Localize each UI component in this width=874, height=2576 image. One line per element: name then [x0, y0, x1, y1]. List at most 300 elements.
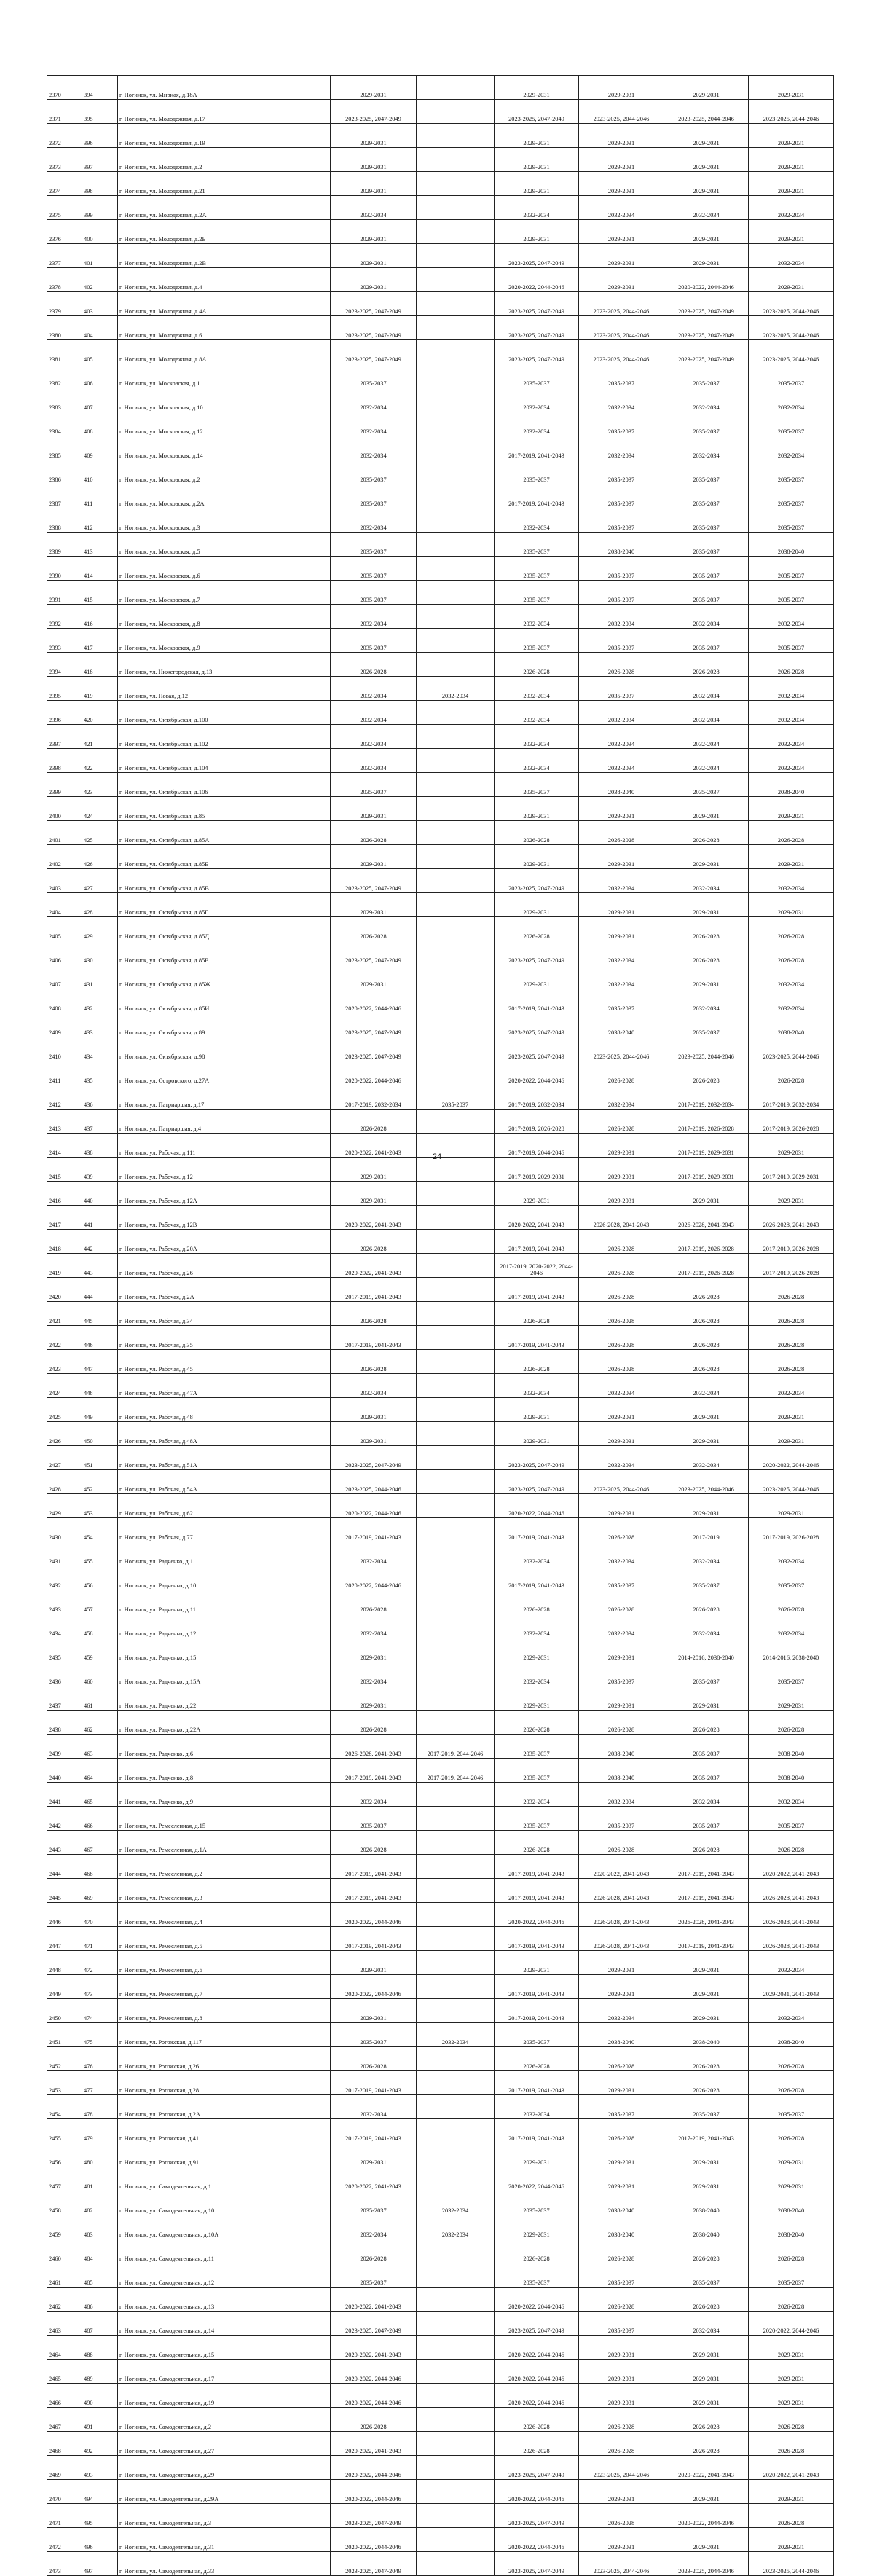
address-cell: г. Ногинск, ул. Самодеятельная, д.33: [118, 2552, 331, 2576]
table-row: [47, 1927, 834, 1951]
address-cell: г. Ногинск, ул. Октябрьская, д.85: [118, 797, 331, 821]
period-cell-4: 2035-2037: [579, 1662, 664, 1686]
period-cell-2: [417, 845, 495, 869]
address-cell: г. Ногинск, ул. Самодеятельная, д.2: [118, 2408, 331, 2432]
item-number-cell: 423: [82, 773, 118, 797]
item-number-cell: 434: [82, 1037, 118, 1061]
table-row: [47, 460, 834, 484]
period-cell-3: 2035-2037: [495, 1759, 579, 1783]
address-cell: г. Ногинск, ул. Рабочая, д.34: [118, 1302, 331, 1326]
period-cell-5: 2029-2031: [664, 1999, 749, 2023]
period-cell-1: 2035-2037: [331, 2191, 417, 2215]
period-cell-4: 2035-2037: [579, 2095, 664, 2119]
item-number-cell: 436: [82, 1085, 118, 1110]
address-cell: г. Ногинск, ул. Октябрьская, д.85А: [118, 821, 331, 845]
period-cell-1: 2017-2019, 2041-2043: [331, 1326, 417, 1350]
period-cell-1: 2032-2034: [331, 677, 417, 701]
period-cell-2: [417, 2552, 495, 2576]
period-cell-6: 2026-2028: [749, 917, 834, 941]
period-cell-1: 2029-2031: [331, 124, 417, 148]
period-cell-1: 2023-2025, 2047-2049: [331, 2312, 417, 2336]
item-number-cell: 442: [82, 1230, 118, 1254]
period-cell-3: 2029-2031: [495, 893, 579, 917]
period-cell-2: 2032-2034: [417, 2191, 495, 2215]
period-cell-5: 2017-2019, 2026-2028: [664, 1254, 749, 1278]
period-cell-6: 2026-2028: [749, 821, 834, 845]
period-cell-6: 2014-2016, 2038-2040: [749, 1638, 834, 1662]
address-cell: г. Ногинск, ул. Рабочая, д.12В: [118, 1206, 331, 1230]
period-cell-6: 2029-2031: [749, 2167, 834, 2191]
period-cell-4: 2029-2031: [579, 1182, 664, 1206]
period-cell-3: 2023-2025, 2047-2049: [495, 2552, 579, 2576]
period-cell-3: 2026-2028: [495, 2047, 579, 2071]
table-row: [47, 581, 834, 605]
row-index-cell: 2466: [47, 2384, 82, 2408]
period-cell-5: 2029-2031: [664, 1975, 749, 1999]
period-cell-6: 2029-2031: [749, 1686, 834, 1711]
period-cell-5: 2023-2025, 2047-2049: [664, 292, 749, 316]
address-cell: г. Ногинск, ул. Молодежная, д.4А: [118, 292, 331, 316]
item-number-cell: 460: [82, 1662, 118, 1686]
period-cell-4: 2029-2031: [579, 2384, 664, 2408]
period-cell-2: [417, 1807, 495, 1831]
period-cell-5: 2029-2031: [664, 172, 749, 196]
period-cell-1: 2020-2022, 2044-2046: [331, 2360, 417, 2384]
item-number-cell: 416: [82, 605, 118, 629]
period-cell-1: 2029-2031: [331, 268, 417, 292]
period-cell-3: 2035-2037: [495, 2191, 579, 2215]
period-cell-6: 2029-2031: [749, 797, 834, 821]
period-cell-2: [417, 2480, 495, 2504]
row-index-cell: 2455: [47, 2119, 82, 2143]
period-cell-5: 2029-2031: [664, 1686, 749, 1711]
row-index-cell: 2456: [47, 2143, 82, 2167]
period-cell-1: 2026-2028: [331, 2047, 417, 2071]
row-index-cell: 2413: [47, 1110, 82, 1134]
period-cell-2: [417, 1614, 495, 1638]
period-cell-4: 2038-2040: [579, 1759, 664, 1783]
address-cell: г. Ногинск, ул. Самодеятельная, д.10: [118, 2191, 331, 2215]
period-cell-5: 2035-2037: [664, 484, 749, 508]
period-cell-5: 2026-2028: [664, 941, 749, 965]
period-cell-5: 2029-2031: [664, 2143, 749, 2167]
period-cell-2: [417, 773, 495, 797]
period-cell-4: 2026-2028: [579, 1254, 664, 1278]
period-cell-4: 2023-2025, 2044-2046: [579, 316, 664, 340]
period-cell-6: 2026-2028: [749, 1711, 834, 1735]
period-cell-4: 2029-2031: [579, 2071, 664, 2095]
row-index-cell: 2407: [47, 965, 82, 989]
period-cell-4: 2035-2037: [579, 412, 664, 436]
period-cell-5: 2035-2037: [664, 1013, 749, 1037]
period-cell-5: 2035-2037: [664, 629, 749, 653]
table-row: [47, 1951, 834, 1975]
period-cell-4: 2032-2034: [579, 749, 664, 773]
address-cell: г. Ногинск, ул. Нижегородская, д.13: [118, 653, 331, 677]
period-cell-6: 2029-2031: [749, 845, 834, 869]
period-cell-3: 2023-2025, 2047-2049: [495, 1013, 579, 1037]
row-index-cell: 2386: [47, 460, 82, 484]
period-cell-4: 2035-2037: [579, 460, 664, 484]
period-cell-1: 2029-2031: [331, 244, 417, 268]
period-cell-3: 2020-2022, 2044-2046: [495, 2480, 579, 2504]
period-cell-6: 2032-2034: [749, 749, 834, 773]
period-cell-2: [417, 1302, 495, 1326]
address-cell: г. Ногинск, ул. Рогожская, д.28: [118, 2071, 331, 2095]
period-cell-6: 2038-2040: [749, 2023, 834, 2047]
row-index-cell: 2437: [47, 1686, 82, 1711]
table-row: [47, 653, 834, 677]
address-cell: г. Ногинск, ул. Ремесленная, д.5: [118, 1927, 331, 1951]
period-cell-3: 2017-2019, 2041-2043: [495, 2119, 579, 2143]
period-cell-4: 2032-2034: [579, 388, 664, 412]
period-cell-5: 2038-2040: [664, 2191, 749, 2215]
address-cell: г. Ногинск, ул. Рогожская, д.41: [118, 2119, 331, 2143]
table-row: [47, 364, 834, 388]
period-cell-6: 2017-2019, 2026-2028: [749, 1254, 834, 1278]
period-cell-5: 2017-2019, 2041-2043: [664, 1879, 749, 1903]
period-cell-3: 2017-2019, 2041-2043: [495, 1230, 579, 1254]
period-cell-4: 2035-2037: [579, 2263, 664, 2288]
period-cell-3: 2023-2025, 2047-2049: [495, 2312, 579, 2336]
period-cell-1: 2032-2034: [331, 1374, 417, 1398]
period-cell-1: 2032-2034: [331, 725, 417, 749]
period-cell-1: 2032-2034: [331, 508, 417, 533]
period-cell-3: 2032-2034: [495, 677, 579, 701]
period-cell-3: 2029-2031: [495, 148, 579, 172]
period-cell-4: 2029-2031: [579, 845, 664, 869]
period-cell-6: 2038-2040: [749, 1735, 834, 1759]
item-number-cell: 450: [82, 1422, 118, 1446]
item-number-cell: 424: [82, 797, 118, 821]
period-cell-4: 2026-2028, 2041-2043: [579, 1206, 664, 1230]
period-cell-3: 2020-2022, 2044-2046: [495, 2167, 579, 2191]
period-cell-4: 2032-2034: [579, 1446, 664, 1470]
item-number-cell: 398: [82, 172, 118, 196]
period-cell-4: 2029-2031: [579, 2480, 664, 2504]
period-cell-1: 2023-2025, 2047-2049: [331, 292, 417, 316]
item-number-cell: 427: [82, 869, 118, 893]
period-cell-2: 2032-2034: [417, 2023, 495, 2047]
period-cell-3: 2035-2037: [495, 364, 579, 388]
row-index-cell: 2375: [47, 196, 82, 220]
row-index-cell: 2397: [47, 725, 82, 749]
period-cell-2: [417, 605, 495, 629]
address-cell: г. Ногинск, ул. Рогожская, д.117: [118, 2023, 331, 2047]
item-number-cell: 456: [82, 1566, 118, 1590]
item-number-cell: 462: [82, 1711, 118, 1735]
period-cell-4: 2026-2028: [579, 653, 664, 677]
row-index-cell: 2405: [47, 917, 82, 941]
row-index-cell: 2412: [47, 1085, 82, 1110]
period-cell-5: 2017-2019, 2026-2028: [664, 1230, 749, 1254]
item-number-cell: 464: [82, 1759, 118, 1783]
row-index-cell: 2472: [47, 2528, 82, 2552]
row-index-cell: 2392: [47, 605, 82, 629]
item-number-cell: 409: [82, 436, 118, 460]
item-number-cell: 449: [82, 1398, 118, 1422]
table-row: [47, 773, 834, 797]
period-cell-6: 2020-2022, 2044-2046: [749, 2312, 834, 2336]
period-cell-5: 2029-2031: [664, 2336, 749, 2360]
item-number-cell: 493: [82, 2456, 118, 2480]
period-cell-1: 2017-2019, 2041-2043: [331, 1879, 417, 1903]
period-cell-6: 2032-2034: [749, 1542, 834, 1566]
table-row: [47, 941, 834, 965]
period-cell-4: 2026-2028: [579, 1110, 664, 1134]
period-cell-5: 2035-2037: [664, 557, 749, 581]
row-index-cell: 2403: [47, 869, 82, 893]
period-cell-6: 2026-2028: [749, 1278, 834, 1302]
table-row: [47, 965, 834, 989]
address-cell: г. Ногинск, ул. Рабочая, д.26: [118, 1254, 331, 1278]
item-number-cell: 394: [82, 76, 118, 100]
period-cell-4: 2038-2040: [579, 533, 664, 557]
period-cell-2: [417, 460, 495, 484]
period-cell-3: 2020-2022, 2044-2046: [495, 1903, 579, 1927]
period-cell-2: [417, 1350, 495, 1374]
address-cell: г. Ногинск, ул. Самодеятельная, д.27: [118, 2432, 331, 2456]
period-cell-5: 2029-2031: [664, 1951, 749, 1975]
period-cell-3: 2017-2019, 2041-2043: [495, 1855, 579, 1879]
period-cell-4: 2029-2031: [579, 1134, 664, 1158]
period-cell-5: 2017-2019, 2041-2043: [664, 2119, 749, 2143]
period-cell-6: 2029-2031: [749, 268, 834, 292]
period-cell-2: [417, 1518, 495, 1542]
item-number-cell: 496: [82, 2528, 118, 2552]
period-cell-1: 2020-2022, 2044-2046: [331, 989, 417, 1013]
address-cell: г. Ногинск, ул. Московская, д.5: [118, 533, 331, 557]
period-cell-3: 2020-2022, 2044-2046: [495, 2360, 579, 2384]
period-cell-6: 2029-2031: [749, 893, 834, 917]
period-cell-4: 2026-2028, 2041-2043: [579, 1879, 664, 1903]
period-cell-3: 2035-2037: [495, 1735, 579, 1759]
item-number-cell: 478: [82, 2095, 118, 2119]
item-number-cell: 472: [82, 1951, 118, 1975]
period-cell-3: 2020-2022, 2044-2046: [495, 268, 579, 292]
address-cell: г. Ногинск, ул. Радченко, д.15А: [118, 1662, 331, 1686]
address-cell: г. Ногинск, ул. Патриаршая, д.4: [118, 1110, 331, 1134]
period-cell-4: 2035-2037: [579, 1566, 664, 1590]
period-cell-1: 2026-2028: [331, 1831, 417, 1855]
period-cell-5: 2029-2031: [664, 220, 749, 244]
period-cell-1: 2020-2022, 2044-2046: [331, 1494, 417, 1518]
period-cell-4: 2026-2028: [579, 821, 664, 845]
period-cell-5: 2023-2025, 2044-2046: [664, 1037, 749, 1061]
period-cell-4: 2026-2028: [579, 1302, 664, 1326]
period-cell-5: 2032-2034: [664, 2312, 749, 2336]
period-cell-2: [417, 941, 495, 965]
table-row: [47, 629, 834, 653]
period-cell-1: 2023-2025, 2047-2049: [331, 1013, 417, 1037]
period-cell-4: 2029-2031: [579, 1422, 664, 1446]
period-cell-5: 2017-2019, 2032-2034: [664, 1085, 749, 1110]
address-cell: г. Ногинск, ул. Московская, д.10: [118, 388, 331, 412]
period-cell-6: 2023-2025, 2044-2046: [749, 100, 834, 124]
period-cell-5: 2035-2037: [664, 1807, 749, 1831]
period-cell-4: 2029-2031: [579, 1686, 664, 1711]
table-row: [47, 1711, 834, 1735]
address-cell: г. Ногинск, ул. Рогожская, д.91: [118, 2143, 331, 2167]
row-index-cell: 2425: [47, 1398, 82, 1422]
period-cell-5: 2029-2031: [664, 148, 749, 172]
row-index-cell: 2378: [47, 268, 82, 292]
period-cell-3: 2017-2019, 2041-2043: [495, 2071, 579, 2095]
item-number-cell: 428: [82, 893, 118, 917]
address-cell: г. Ногинск, ул. Октябрьская, д.85Д: [118, 917, 331, 941]
period-cell-1: 2032-2034: [331, 1614, 417, 1638]
period-cell-2: [417, 2288, 495, 2312]
period-cell-6: 2038-2040: [749, 773, 834, 797]
row-index-cell: 2370: [47, 76, 82, 100]
period-cell-6: 2035-2037: [749, 2095, 834, 2119]
period-cell-4: 2029-2031: [579, 76, 664, 100]
item-number-cell: 484: [82, 2239, 118, 2263]
period-cell-3: 2023-2025, 2047-2049: [495, 1470, 579, 1494]
period-cell-4: 2029-2031: [579, 2143, 664, 2167]
table-row: [47, 1614, 834, 1638]
period-cell-6: 2035-2037: [749, 1566, 834, 1590]
period-cell-1: 2029-2031: [331, 1182, 417, 1206]
period-cell-1: 2032-2034: [331, 1783, 417, 1807]
period-cell-1: 2020-2022, 2044-2046: [331, 2384, 417, 2408]
period-cell-4: 2035-2037: [579, 2312, 664, 2336]
period-cell-6: 2035-2037: [749, 364, 834, 388]
table-row: [47, 508, 834, 533]
period-cell-5: 2026-2028: [664, 1831, 749, 1855]
period-cell-5: 2017-2019: [664, 1518, 749, 1542]
period-cell-1: 2029-2031: [331, 893, 417, 917]
period-cell-6: 2026-2028, 2041-2043: [749, 1927, 834, 1951]
item-number-cell: 448: [82, 1374, 118, 1398]
period-cell-2: [417, 1013, 495, 1037]
period-cell-5: 2029-2031: [664, 124, 749, 148]
address-cell: г. Ногинск, ул. Радченко, д.12: [118, 1614, 331, 1638]
period-cell-4: 2029-2031: [579, 220, 664, 244]
period-cell-2: [417, 2384, 495, 2408]
period-cell-5: 2020-2022, 2044-2046: [664, 268, 749, 292]
row-index-cell: 2436: [47, 1662, 82, 1686]
item-number-cell: 488: [82, 2336, 118, 2360]
address-cell: г. Ногинск, ул. Самодеятельная, д.12: [118, 2263, 331, 2288]
table-row: [47, 1422, 834, 1446]
period-cell-2: [417, 989, 495, 1013]
period-cell-3: 2017-2019, 2041-2043: [495, 436, 579, 460]
table-row: [47, 2312, 834, 2336]
address-cell: г. Ногинск, ул. Патриаршая, д.17: [118, 1085, 331, 1110]
period-cell-5: 2029-2031: [664, 2360, 749, 2384]
period-cell-5: 2020-2022, 2044-2046: [664, 2504, 749, 2528]
item-number-cell: 483: [82, 2215, 118, 2239]
address-cell: г. Ногинск, ул. Рабочая, д.77: [118, 1518, 331, 1542]
period-cell-4: 2029-2031: [579, 1158, 664, 1182]
row-index-cell: 2434: [47, 1614, 82, 1638]
table-row: [47, 917, 834, 941]
period-cell-3: 2017-2019, 2041-2043: [495, 1927, 579, 1951]
item-number-cell: 405: [82, 340, 118, 364]
address-cell: г. Ногинск, ул. Молодежная, д.2Б: [118, 220, 331, 244]
address-cell: г. Ногинск, ул. Рабочая, д.62: [118, 1494, 331, 1518]
period-cell-4: 2035-2037: [579, 364, 664, 388]
period-cell-3: 2029-2031: [495, 797, 579, 821]
period-cell-1: 2017-2019, 2041-2043: [331, 2119, 417, 2143]
period-cell-2: [417, 1975, 495, 1999]
period-cell-5: 2032-2034: [664, 1614, 749, 1638]
period-cell-3: 2035-2037: [495, 460, 579, 484]
row-index-cell: 2416: [47, 1182, 82, 1206]
address-cell: г. Ногинск, ул. Радченко, д.8: [118, 1759, 331, 1783]
address-cell: г. Ногинск, ул. Октябрьская, д.100: [118, 701, 331, 725]
row-index-cell: 2382: [47, 364, 82, 388]
period-cell-3: 2026-2028: [495, 1711, 579, 1735]
period-cell-2: [417, 100, 495, 124]
address-cell: г. Ногинск, ул. Рабочая, д.20А: [118, 1230, 331, 1254]
period-cell-6: 2029-2031: [749, 124, 834, 148]
table-row: [47, 2528, 834, 2552]
table-row: [47, 1999, 834, 2023]
address-cell: г. Ногинск, ул. Рогожская, д.26: [118, 2047, 331, 2071]
period-cell-6: 2029-2031: [749, 1494, 834, 1518]
period-cell-3: 2023-2025, 2047-2049: [495, 340, 579, 364]
period-cell-2: [417, 364, 495, 388]
row-index-cell: 2388: [47, 508, 82, 533]
period-cell-5: 2026-2028, 2041-2043: [664, 1206, 749, 1230]
row-index-cell: 2396: [47, 701, 82, 725]
table-row: [47, 2336, 834, 2360]
period-cell-3: 2023-2025, 2047-2049: [495, 244, 579, 268]
period-cell-1: 2026-2028: [331, 1711, 417, 1735]
address-cell: г. Ногинск, ул. Самодеятельная, д.29А: [118, 2480, 331, 2504]
table-row: [47, 1542, 834, 1566]
period-cell-6: 2038-2040: [749, 1013, 834, 1037]
table-row: [47, 677, 834, 701]
row-index-cell: 2467: [47, 2408, 82, 2432]
period-cell-6: 2026-2028: [749, 2119, 834, 2143]
table-row: [47, 1350, 834, 1374]
address-cell: г. Ногинск, ул. Московская, д.8: [118, 605, 331, 629]
period-cell-3: 2032-2034: [495, 1614, 579, 1638]
row-index-cell: 2465: [47, 2360, 82, 2384]
row-index-cell: 2458: [47, 2191, 82, 2215]
period-cell-4: 2029-2031: [579, 893, 664, 917]
period-cell-4: 2023-2025, 2044-2046: [579, 100, 664, 124]
row-index-cell: 2406: [47, 941, 82, 965]
period-cell-6: 2026-2028: [749, 2071, 834, 2095]
period-cell-1: 2035-2037: [331, 557, 417, 581]
period-cell-2: [417, 869, 495, 893]
address-cell: г. Ногинск, ул. Молодежная, д.21: [118, 172, 331, 196]
period-cell-5: 2029-2031: [664, 965, 749, 989]
item-number-cell: 435: [82, 1061, 118, 1085]
address-cell: г. Ногинск, ул. Молодежная, д.8А: [118, 340, 331, 364]
period-cell-3: 2020-2022, 2044-2046: [495, 1061, 579, 1085]
period-cell-2: [417, 533, 495, 557]
period-cell-4: 2026-2028: [579, 1831, 664, 1855]
period-cell-1: 2029-2031: [331, 220, 417, 244]
address-cell: г. Ногинск, ул. Рабочая, д.51А: [118, 1446, 331, 1470]
period-cell-1: 2026-2028: [331, 917, 417, 941]
period-cell-6: 2035-2037: [749, 484, 834, 508]
period-cell-6: 2038-2040: [749, 2215, 834, 2239]
period-cell-2: 2032-2034: [417, 2215, 495, 2239]
row-index-cell: 2371: [47, 100, 82, 124]
period-cell-1: 2023-2025, 2047-2049: [331, 2504, 417, 2528]
period-cell-4: 2026-2028: [579, 1230, 664, 1254]
period-cell-4: 2029-2031: [579, 124, 664, 148]
period-cell-5: 2035-2037: [664, 1566, 749, 1590]
item-number-cell: 421: [82, 725, 118, 749]
period-cell-1: 2035-2037: [331, 581, 417, 605]
